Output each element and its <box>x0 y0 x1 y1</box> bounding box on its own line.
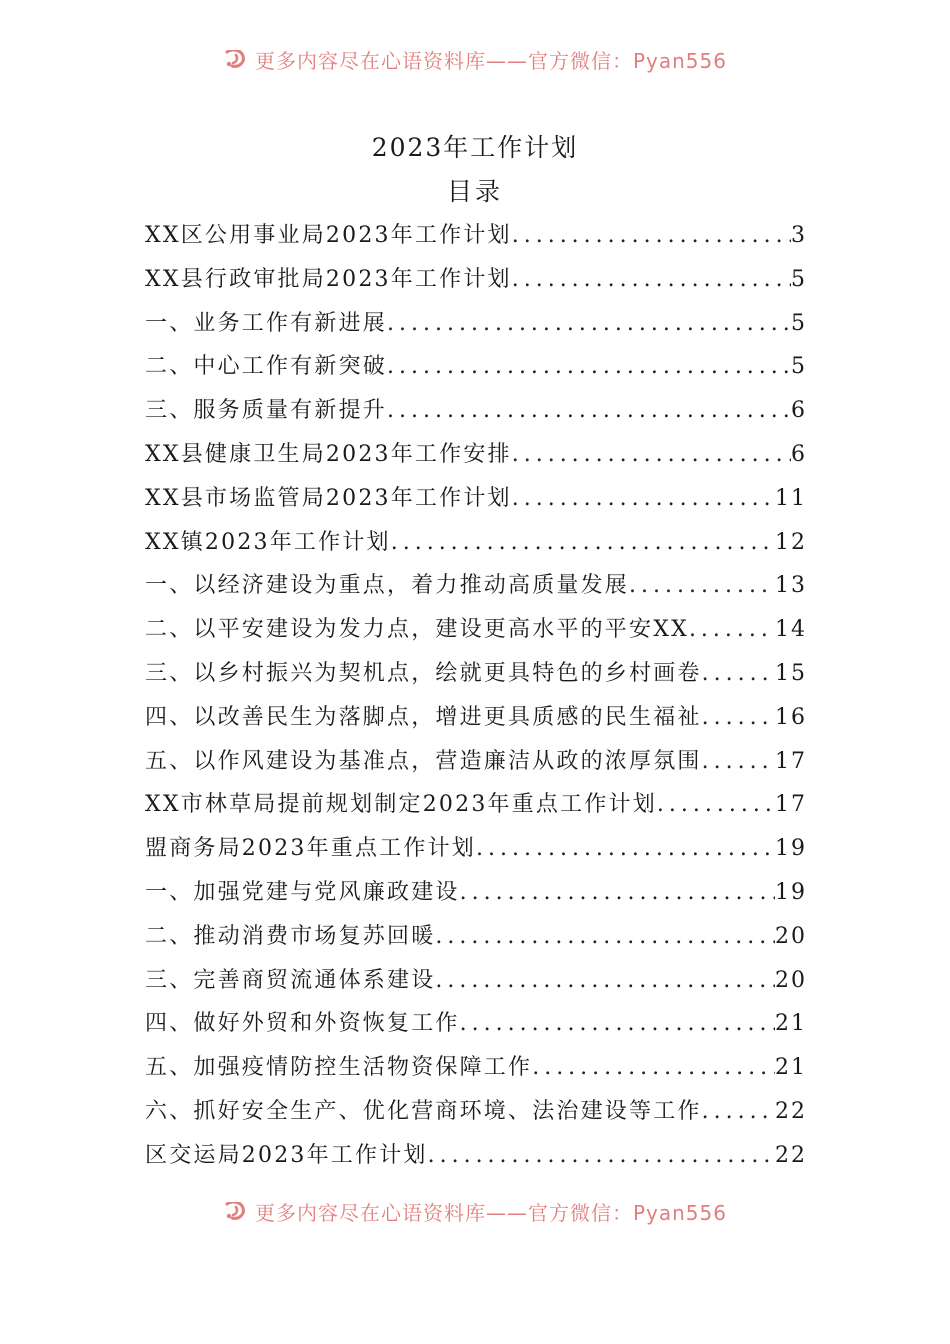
toc-page-number: 21 <box>775 1055 807 1081</box>
toc-entry-title: 三、服务质量有新提升 <box>145 398 388 424</box>
toc-entry[interactable] <box>145 389 807 433</box>
toc-page-number: 6 <box>791 398 807 424</box>
toc-entry-title: 五、加强疫情防控生活物资保障工作 <box>145 1055 533 1081</box>
toc-page-number: 17 <box>775 792 807 818</box>
toc-page-number: 22 <box>775 1142 807 1168</box>
toc-entry[interactable] <box>145 783 807 827</box>
toc-page-number: 5 <box>791 266 807 292</box>
toc-page-number: 22 <box>775 1098 807 1124</box>
toc-entry-title: 盟商务局2023年重点工作计划 <box>145 836 476 862</box>
toc-entry[interactable] <box>145 1046 807 1090</box>
toc-entry[interactable] <box>145 214 807 258</box>
toc-entry-title: XX县健康卫生局2023年工作安排 <box>145 441 512 467</box>
toc-dot-leader <box>702 740 775 784</box>
toc-dot-leader <box>532 1046 775 1090</box>
toc-entry-title: 二、推动消费市场复苏回暖 <box>145 923 436 949</box>
toc-entry-title: XX镇2023年工作计划 <box>145 529 391 555</box>
toc-entry-title: 三、以乡村振兴为契机点，绘就更具特色的乡村画卷 <box>145 660 702 686</box>
toc-dot-leader <box>435 915 775 959</box>
toc-dot-leader <box>387 389 791 433</box>
toc-dot-leader <box>657 783 775 827</box>
toc-entry-title: 六、抓好安全生产、优化营商环境、法治建设等工作 <box>145 1098 702 1124</box>
toc-page-number: 15 <box>775 660 807 686</box>
toc-page-number: 3 <box>791 223 807 248</box>
toc-dot-leader <box>512 214 791 258</box>
toc-entry[interactable] <box>145 302 807 346</box>
toc-page-number: 11 <box>775 485 807 511</box>
brand-logo-icon <box>223 1202 249 1224</box>
toc-page-number: 6 <box>791 441 807 467</box>
toc-dot-leader <box>689 608 775 652</box>
toc-entry-title: 区交运局2023年工作计划 <box>145 1142 428 1168</box>
document-title: 2023年工作计划 <box>371 133 579 162</box>
toc-page-number: 21 <box>775 1011 807 1037</box>
toc-dot-leader <box>460 1002 775 1046</box>
toc-entry[interactable] <box>145 740 807 784</box>
toc-entry-title: 一、业务工作有新进展 <box>145 310 388 336</box>
toc-entry[interactable] <box>145 652 807 696</box>
toc-dot-leader <box>702 696 775 740</box>
toc-entry-title: 四、做好外贸和外资恢复工作 <box>145 1011 460 1037</box>
toc-page-number: 16 <box>775 704 807 730</box>
toc-dot-leader <box>512 258 791 302</box>
toc-entry-title: 一、加强党建与党风廉政建设 <box>145 879 460 905</box>
table-of-contents <box>145 214 807 1178</box>
toc-entry-title: XX市林草局提前规划制定2023年重点工作计划 <box>145 792 657 818</box>
toc-page-number: 5 <box>791 310 807 336</box>
watermark-text: 更多内容尽在心语资料库——官方微信：Pyan556 <box>254 1202 727 1225</box>
toc-entry[interactable] <box>145 564 807 608</box>
toc-dot-leader <box>629 564 775 608</box>
toc-entry[interactable] <box>145 915 807 959</box>
toc-dot-leader <box>387 302 791 346</box>
toc-entry[interactable] <box>145 477 807 521</box>
toc-entry[interactable] <box>145 521 807 565</box>
toc-entry-title: 二、中心工作有新突破 <box>145 354 388 380</box>
toc-entry[interactable] <box>145 433 807 477</box>
toc-entry-title: 四、以改善民生为落脚点，增进更具质感的民生福祉 <box>145 704 702 730</box>
watermark-header <box>0 50 950 86</box>
toc-dot-leader <box>512 477 775 521</box>
toc-entry[interactable] <box>145 1134 807 1178</box>
brand-logo-icon <box>223 50 249 72</box>
toc-entry[interactable] <box>145 345 807 389</box>
toc-dot-leader <box>512 433 791 477</box>
toc-entry-title: XX区公用事业局2023年工作计划 <box>145 223 512 248</box>
toc-page-number: 14 <box>775 617 807 643</box>
toc-dot-leader <box>702 652 775 696</box>
toc-dot-leader <box>435 959 775 1003</box>
toc-dot-leader <box>702 1090 775 1134</box>
toc-heading: 目录 <box>446 177 503 206</box>
toc-entry[interactable] <box>145 959 807 1003</box>
toc-entry-title: 二、以平安建设为发力点，建设更高水平的平安XX <box>145 617 689 643</box>
toc-entry[interactable] <box>145 1002 807 1046</box>
toc-entry[interactable] <box>145 1090 807 1134</box>
toc-dot-leader <box>476 827 775 871</box>
watermark-text: 更多内容尽在心语资料库——官方微信：Pyan556 <box>254 50 727 73</box>
toc-entry[interactable] <box>145 608 807 652</box>
toc-page-number: 5 <box>791 354 807 380</box>
toc-entry[interactable] <box>145 827 807 871</box>
toc-entry-title: 一、以经济建设为重点，着力推动高质量发展 <box>145 573 630 599</box>
toc-dot-leader <box>460 871 775 915</box>
toc-dot-leader <box>428 1134 775 1178</box>
toc-entry-title: XX县行政审批局2023年工作计划 <box>145 266 512 292</box>
toc-page-number: 20 <box>775 967 807 993</box>
watermark-footer <box>0 1202 950 1238</box>
toc-page-number: 19 <box>775 879 807 905</box>
toc-dot-leader <box>391 521 775 565</box>
toc-entry[interactable] <box>145 871 807 915</box>
toc-entry[interactable] <box>145 258 807 302</box>
toc-page-number: 13 <box>775 573 807 599</box>
toc-entry-title: 三、完善商贸流通体系建设 <box>145 967 436 993</box>
toc-entry-title: XX县市场监管局2023年工作计划 <box>145 485 512 511</box>
toc-page-number: 17 <box>775 748 807 774</box>
toc-page-number: 12 <box>775 529 807 555</box>
toc-dot-leader <box>387 345 791 389</box>
toc-page-number: 19 <box>775 836 807 862</box>
toc-entry[interactable] <box>145 696 807 740</box>
toc-entry-title: 五、以作风建设为基准点，营造廉洁从政的浓厚氛围 <box>145 748 702 774</box>
toc-page-number: 20 <box>775 923 807 949</box>
